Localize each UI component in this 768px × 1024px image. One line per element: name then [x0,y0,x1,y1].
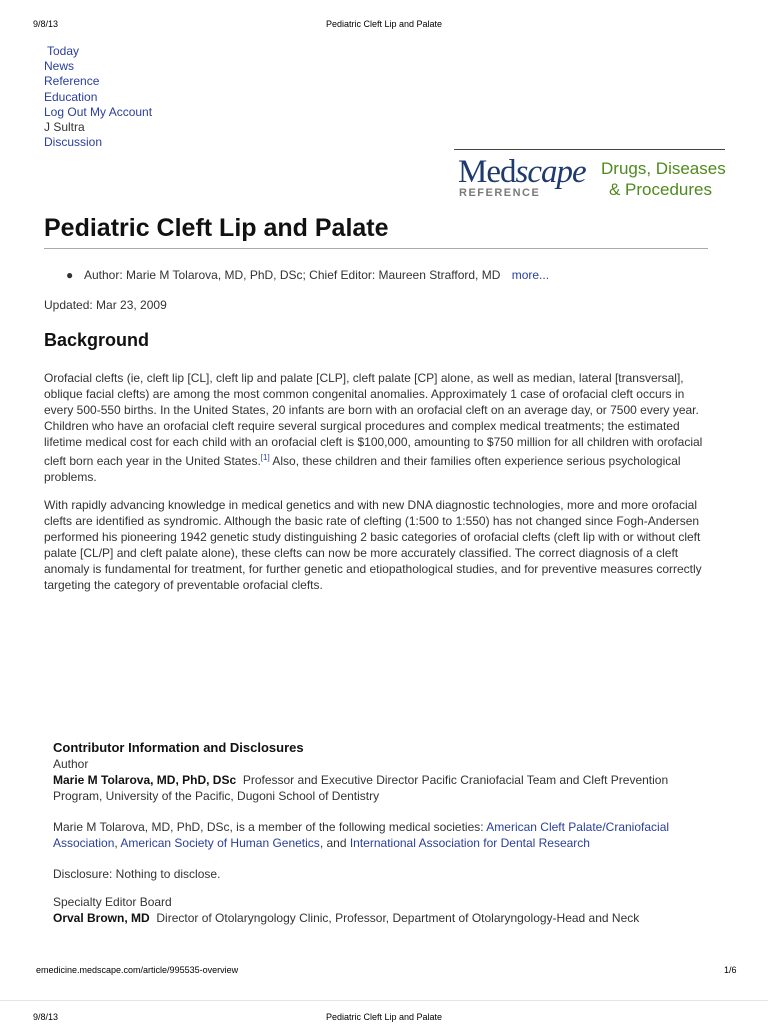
society-link-iadr[interactable]: International Association for Dental Research [349,836,590,850]
reference-1-link[interactable]: [1] [260,453,270,462]
logo-divider [454,149,725,150]
nav-discussion-link[interactable]: Discussion [44,135,103,150]
board-label: Specialty Editor Board [53,895,172,909]
membership-text [53,819,713,851]
author-position: Professor and Executive Director Pacific Craniofacial Team and Cleft Prevention Program, University of the Pacific, Dugoni School of Dentistry [53,773,669,803]
contributor-section [53,740,713,926]
separator: , and [319,836,350,850]
logo-tagline-1: Drugs, Diseases [601,159,726,178]
society-link-ashg[interactable]: American Society of Human Genetics [120,836,320,850]
paragraph-text: Orofacial clefts (ie, cleft lip [CL], cleft lip and palate [CLP], cleft palate [CP] alone, as well as median, lateral [transversal], oblique facial clefts) are among the most common congenital anomalies. Approximately 1 case of orofacial cleft occurs in every 500-550 births. In the United States, 20 infants are born with an orofacial cleft on an average day, or 7500 every year. Children who have an orofacial cleft require several surgical procedures and complex medical treatments; the estimated lifetime medical cost for each child with an orofacial cleft is $100,000, amounting to $750 million for all children with orofacial cleft born each year in the United States. [44,371,703,468]
title-divider [44,248,708,249]
author-name: Marie M Tolarova, MD, PhD, DSc [53,773,237,787]
updated-date: Updated: Mar 23, 2009 [44,298,167,312]
nav-today-link[interactable]: Today [47,44,80,58]
next-print-date: 9/8/13 [33,1012,59,1022]
paragraph-text-tail: Also, these children and their families often experience serious psychological problems. [44,454,681,484]
board-member [53,910,713,926]
nav-news-link[interactable]: News [44,59,75,74]
site-nav [44,44,152,150]
author-line [56,268,549,282]
logo-tagline-2: & Procedures [609,180,712,199]
logo-scape: scape [515,154,586,190]
board-member-name: Orval Brown, MD [53,911,150,925]
article-title: Pediatric Cleft Lip and Palate [44,214,389,242]
section-heading-background: Background [44,330,150,350]
separator: , [114,836,121,850]
author-label: Author [53,757,89,771]
print-title: Pediatric Cleft Lip and Palate [325,19,443,29]
nav-logout-link[interactable]: Log Out My Account [44,104,153,119]
background-paragraph-1 [44,370,712,485]
society-link-acpa[interactable]: American Cleft Palate/Craniofacial Association [53,820,670,850]
disclosure-text: Disclosure: Nothing to disclose. [53,867,221,881]
print-footer-url: emedicine.medscape.com/article/995535-overview [36,965,239,975]
next-print-title: Pediatric Cleft Lip and Palate [325,1012,443,1022]
author-bio [53,772,713,804]
page-break [0,1000,768,1001]
nav-username: J Sultra [44,120,85,135]
author-text: Author: Marie M Tolarova, MD, PhD, DSc; Chief Editor: Maureen Strafford, MD [84,268,501,282]
contributor-heading: Contributor Information and Disclosures [53,740,304,755]
logo-med: Med [458,154,516,190]
bullet-icon: ● [66,268,74,282]
nav-education-link[interactable]: Education [44,89,98,104]
logo-reference: REFERENCE [459,187,541,199]
background-paragraph-2: With rapidly advancing knowledge in medical genetics and with new DNA diagnostic technologies, more and more orofacial clefts are identified as syndromic. Although the basic rate of clefting (1:500 to 1:550) has not changed since Fogh-Andersen performed his pioneering 1942 genetic study distinguishing 2 basic categories of orofacial clefts (cleft lip with or without cleft palate [CL/P] and cleft palate alone), these clefts can now be more accurately classified. The correct diagnosis of a cleft anomaly is fundamental for treatment, for further genetic and etiopathological studies, and for preventive measures correctly targeting the category of preventable orofacial clefts. [44,498,702,592]
membership-intro: Marie M Tolarova, MD, PhD, DSc, is a member of the following medical societies: [53,820,487,834]
nav-reference-link[interactable]: Reference [44,74,100,89]
medscape-reference-logo[interactable] [458,156,728,202]
more-authors-link[interactable]: more... [511,268,550,282]
print-page-number: 1/6 [724,965,737,975]
board-member-title: Director of Otolaryngology Clinic, Professor, Department of Otolaryngology-Head and Neck [156,911,640,925]
print-date: 9/8/13 [33,19,59,29]
